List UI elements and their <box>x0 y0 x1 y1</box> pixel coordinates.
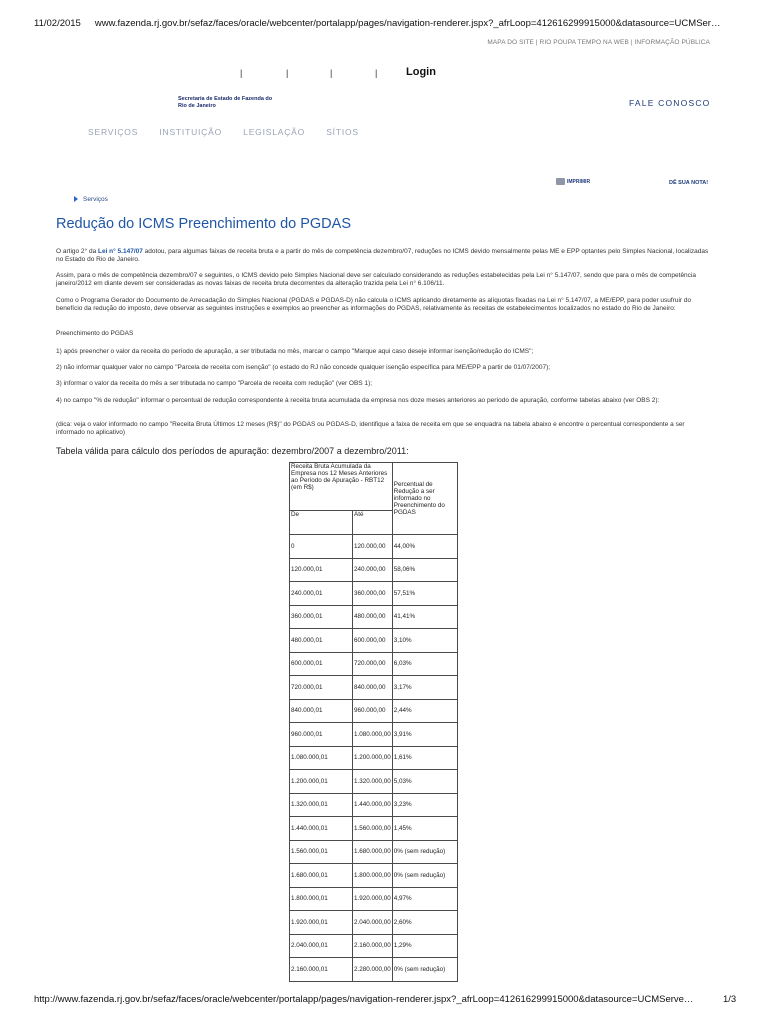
header-ate: Até <box>353 511 393 535</box>
cell-pct: 57,51% <box>392 582 457 606</box>
nav-item-servicos[interactable]: SERVIÇOS <box>88 127 139 137</box>
cell-de: 120.000,01 <box>290 558 353 582</box>
main-nav <box>88 127 377 137</box>
fale-conosco-link[interactable]: FALE CONOSCO <box>629 98 711 108</box>
imprimir-button[interactable] <box>556 178 590 185</box>
table-row <box>290 746 458 770</box>
paragraph-pgdas: Como o Programa Gerador do Documento de Arrecadação do Simples Nacional (PGDAS e PGDAS-D) não calcula o ICMS aplicando diretamente as alíquotas fixadas na Lei n° 5.147/07, a ME/EPP, para poder usufruir do benefício da redução do imposto, deve observar as seguintes instruções e exemplos ao preencher as informações do PGDAS, relativamente às receitas de estabelecimentos localizados no estado do Rio de Janeiro: <box>56 297 692 312</box>
cell-pct: 1,61% <box>392 746 457 770</box>
instruction-3: 3) informar o valor da receita do mês a ser tributada no campo "Parcela de receita com redução" (ver OBS 1); <box>56 380 373 387</box>
cell-pct: 0% (sem redução) <box>392 864 457 888</box>
header-de: De <box>290 511 353 535</box>
table-row <box>290 676 458 700</box>
printer-icon <box>556 178 565 185</box>
nav-item-instituicao[interactable]: INSTITUIÇÃO <box>159 127 222 137</box>
cell-ate: 1.200.000,00 <box>353 746 393 770</box>
cell-de: 480.000,01 <box>290 629 353 653</box>
cell-pct: 1,45% <box>392 817 457 841</box>
table-row <box>290 864 458 888</box>
secretaria-line2: Rio de Janeiro <box>178 103 216 109</box>
cell-de: 1.680.000,01 <box>290 864 353 888</box>
cell-de: 960.000,01 <box>290 723 353 747</box>
cell-pct: 3,17% <box>392 676 457 700</box>
pipe-separator: | <box>286 68 289 78</box>
cell-de: 1.800.000,01 <box>290 887 353 911</box>
reduction-table <box>289 462 458 982</box>
cell-ate: 1.800.000,00 <box>353 864 393 888</box>
cell-pct: 41,41% <box>392 605 457 629</box>
print-date: 11/02/2015 <box>34 18 81 29</box>
cell-ate: 2.280.000,00 <box>353 958 393 982</box>
cell-ate: 1.440.000,00 <box>353 793 393 817</box>
cell-de: 360.000,01 <box>290 605 353 629</box>
paragraph-text: adotou, para algumas faixas de receita bruta e a partir do mês de competência dezembro/07, reduções no ICMS devido mensalmente pelas ME e EPP optantes pelo Simples Nacional, localizadas no Estado do Rio de Janeiro. <box>56 248 709 263</box>
breadcrumb-item-servicos[interactable]: Serviços <box>83 196 108 203</box>
cell-ate: 840.000,00 <box>353 676 393 700</box>
cell-ate: 120.000,00 <box>353 535 393 559</box>
cell-pct: 0% (sem redução) <box>392 840 457 864</box>
table-row <box>290 723 458 747</box>
cell-pct: 58,06% <box>392 558 457 582</box>
cell-ate: 360.000,00 <box>353 582 393 606</box>
nav-item-legislacao[interactable]: LEGISLAÇÃO <box>243 127 306 137</box>
paragraph-intro <box>56 248 714 264</box>
cell-de: 1.320.000,01 <box>290 793 353 817</box>
cell-ate: 1.920.000,00 <box>353 887 393 911</box>
pipe-separator: | <box>330 68 333 78</box>
cell-ate: 480.000,00 <box>353 605 393 629</box>
page-title: Redução do ICMS Preenchimento do PGDAS <box>56 216 351 232</box>
table-row <box>290 535 458 559</box>
imprimir-label: IMPRIMIR <box>567 178 591 185</box>
top-links[interactable]: MAPA DO SITE | RIO POUPA TEMPO NA WEB | INFORMAÇÃO PÚBLICA <box>487 39 710 46</box>
table-row <box>290 558 458 582</box>
cell-de: 1.560.000,01 <box>290 840 353 864</box>
cell-ate: 960.000,00 <box>353 699 393 723</box>
table-row <box>290 887 458 911</box>
table-row <box>290 911 458 935</box>
cell-ate: 720.000,00 <box>353 652 393 676</box>
triangle-right-icon <box>74 196 78 202</box>
table-row <box>290 582 458 606</box>
pipe-separator: | <box>375 68 378 78</box>
cell-de: 720.000,01 <box>290 676 353 700</box>
lei-5147-link[interactable]: Lei n° 5.147/07 <box>97 248 143 255</box>
cell-ate: 240.000,00 <box>353 558 393 582</box>
cell-ate: 600.000,00 <box>353 629 393 653</box>
cell-de: 2.040.000,01 <box>290 934 353 958</box>
table-row <box>290 958 458 982</box>
instruction-tip: (dica: veja o valor informado no campo "Receita Bruta Últimos 12 meses (R$)" do PGDAS ou PGDAS-D, identifique a faixa de receita em que se enquadra na tabela abaixo e encontre o percentual correspondente a ser informado no aplicativo) <box>56 421 685 436</box>
instruction-4: 4) no campo "% de redução" informar o percentual de redução correspondente à receita bruta acumulada da empresa nos doze meses anteriores ao período de apuração, conforme tabelas abaixo (ver OBS 2): <box>56 397 660 404</box>
cell-ate: 1.560.000,00 <box>353 817 393 841</box>
cell-de: 600.000,01 <box>290 652 353 676</box>
cell-pct: 44,00% <box>392 535 457 559</box>
print-url: www.fazenda.rj.gov.br/sefaz/faces/oracle/webcenter/portalapp/pages/navigation-renderer.jspx?_afrLoop=412616299915000&datasource=UCMSer… <box>94 18 721 29</box>
table-row <box>290 817 458 841</box>
instruction-2: 2) não informar qualquer valor no campo "Parcela de receita com isenção" (o estado do RJ não concede qualquer isenção específica para ME/EPP a partir de 01/07/2007); <box>56 364 551 371</box>
cell-de: 840.000,01 <box>290 699 353 723</box>
table-row <box>290 793 458 817</box>
cell-de: 2.160.000,01 <box>290 958 353 982</box>
pipe-separator: | <box>240 68 243 78</box>
table-row <box>290 770 458 794</box>
cell-ate: 2.040.000,00 <box>353 911 393 935</box>
cell-pct: 4,97% <box>392 887 457 911</box>
instruction-1: 1) após preencher o valor da receita do período de apuração, a ser tributada no mês, marcar o campo "Marque aqui caso deseje informar isenção/redução do ICMS"; <box>56 348 534 355</box>
cell-pct: 2,44% <box>392 699 457 723</box>
cell-ate: 2.160.000,00 <box>353 934 393 958</box>
print-footer-url: http://www.fazenda.rj.gov.br/sefaz/faces/oracle/webcenter/portalapp/pages/navigation-renderer.jspx?_afrLoop=412616299915000&datasource=UCMServe… <box>34 994 694 1005</box>
cell-de: 240.000,01 <box>290 582 353 606</box>
breadcrumb <box>74 196 108 203</box>
cell-pct: 3,23% <box>392 793 457 817</box>
login-link[interactable]: Login <box>406 66 436 78</box>
table-row <box>290 840 458 864</box>
header-receita: Receita Bruta Acumulada da Empresa nos 12 Meses Anteriores ao Período de Apuração - RBT12 (em R$) <box>290 463 393 511</box>
cell-ate: 1.080.000,00 <box>353 723 393 747</box>
table-row <box>290 934 458 958</box>
page-number: 1/3 <box>723 994 737 1005</box>
print-header <box>34 18 720 29</box>
cell-pct: 3,91% <box>392 723 457 747</box>
de-sua-nota-link[interactable]: DÊ SUA NOTA! <box>669 180 709 186</box>
table-row <box>290 699 458 723</box>
cell-pct: 1,29% <box>392 934 457 958</box>
cell-de: 1.080.000,01 <box>290 746 353 770</box>
cell-ate: 1.320.000,00 <box>353 770 393 794</box>
nav-item-sitios[interactable]: SÍTIOS <box>326 127 359 137</box>
cell-de: 1.200.000,01 <box>290 770 353 794</box>
cell-ate: 1.680.000,00 <box>353 840 393 864</box>
cell-pct: 0% (sem redução) <box>392 958 457 982</box>
header-percentual: Percentual de Redução a ser informado no Preenchimento do PGDAS <box>392 463 457 535</box>
cell-pct: 5,03% <box>392 770 457 794</box>
table-title: Tabela válida para cálculo dos períodos de apuração: dezembro/2007 a dezembro/2011: <box>56 446 409 456</box>
table-row <box>290 605 458 629</box>
secretaria-logo-text[interactable] <box>178 96 298 110</box>
section-heading: Preenchimento do PGDAS <box>56 330 134 337</box>
paragraph-assim: Assim, para o mês de competência dezembro/07 e seguintes, o ICMS devido pelo Simples Nacional deve ser calculado considerando as reduções estabelecidas pela Lei n° 5.147/07, sendo que para o mês de competência janeiro/2012 em diante devem ser consideradas as novas faixas de receita bruta decorrentes da alteração trazida pela Lei n° 6.106/11. <box>56 272 696 287</box>
cell-de: 1.440.000,01 <box>290 817 353 841</box>
secretaria-line1: Secretaria de Estado de Fazenda do <box>178 96 273 102</box>
paragraph-text: O artigo 2° da <box>56 248 98 255</box>
cell-de: 0 <box>290 535 353 559</box>
cell-pct: 3,10% <box>392 629 457 653</box>
table-row <box>290 652 458 676</box>
table-row <box>290 629 458 653</box>
cell-pct: 2,60% <box>392 911 457 935</box>
cell-de: 1.920.000,01 <box>290 911 353 935</box>
cell-pct: 6,03% <box>392 652 457 676</box>
